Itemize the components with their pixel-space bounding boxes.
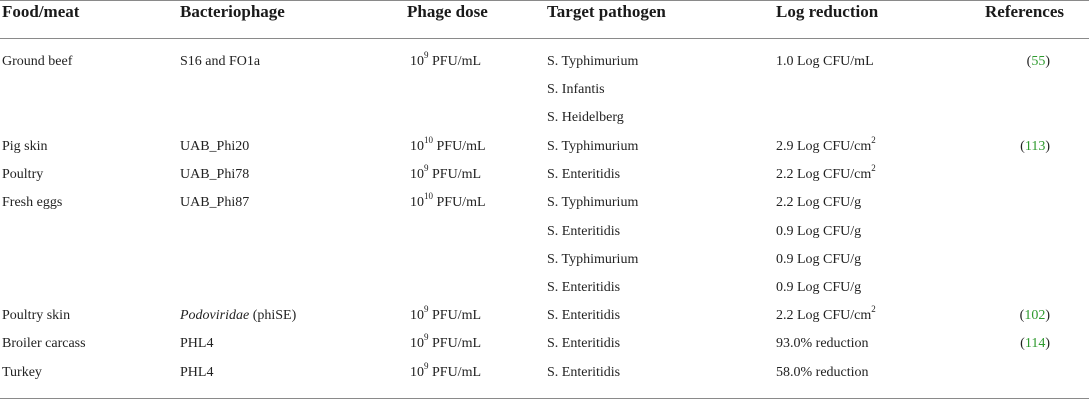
ref-paren-close: ): [1045, 139, 1050, 154]
cell-pathogen: S. Enteritidis: [547, 167, 621, 182]
cell-phage: [180, 166, 249, 184]
cell-log-reduction: [776, 135, 876, 156]
ref-paren-open: (: [1019, 308, 1025, 323]
cell-log-reduction: [776, 53, 874, 71]
dose-base: 10: [410, 54, 424, 69]
cell-log-reduction: [776, 364, 869, 382]
cell-food: Pig skin: [2, 139, 48, 154]
dose-exponent: 9: [424, 304, 429, 315]
phage-name: (phiSE): [249, 308, 297, 323]
cell-dose: [410, 304, 482, 325]
dose-exponent: 9: [424, 163, 429, 174]
header-log: Log reduction: [776, 2, 879, 21]
cell-phage: [180, 364, 213, 382]
dose-unit: PFU/mL: [433, 195, 486, 210]
cell-pathogen: S. Enteritidis: [547, 224, 621, 239]
ref-paren-close: ): [1045, 336, 1050, 351]
cell-log-reduction: [776, 251, 861, 269]
cell-food: Fresh eggs: [2, 195, 63, 210]
cell-dose: [410, 191, 486, 212]
cell-pathogen: S. Heidelberg: [547, 110, 624, 125]
dose-base: 10: [410, 336, 424, 351]
log-unit-exponent: 2: [871, 135, 876, 146]
cell-log-reduction: [776, 335, 869, 353]
cell-pathogen: S. Typhimurium: [547, 54, 639, 69]
cell-log-reduction: [776, 163, 876, 184]
ref-paren-open: (: [1020, 336, 1025, 351]
dose-unit: PFU/mL: [428, 308, 482, 323]
cell-reference: [1027, 53, 1050, 71]
cell-food: Poultry skin: [2, 308, 71, 323]
cell-pathogen: S. Enteritidis: [547, 308, 621, 323]
reference-link[interactable]: 114: [1024, 336, 1046, 351]
header-phage: Bacteriophage: [180, 2, 285, 21]
cell-dose: [410, 361, 482, 382]
dose-exponent: 9: [424, 332, 429, 343]
dose-unit: PFU/mL: [428, 365, 482, 380]
cell-pathogen: S. Typhimurium: [547, 139, 639, 154]
ref-paren-close: ): [1045, 54, 1050, 69]
cell-dose: [410, 50, 482, 71]
cell-dose: [410, 135, 486, 156]
cell-reference: [1020, 138, 1050, 156]
cell-pathogen: S. Enteritidis: [547, 336, 621, 351]
cell-food: Broiler carcass: [2, 336, 86, 351]
cell-pathogen: S. Enteritidis: [547, 280, 621, 295]
dose-base: 10: [410, 308, 424, 323]
cell-phage: [180, 53, 260, 71]
log-value: 0.9 Log CFU/g: [776, 252, 862, 267]
cell-phage: [180, 307, 296, 325]
log-value: 58.0% reduction: [776, 365, 869, 380]
ref-paren-close: ): [1045, 308, 1050, 323]
cell-log-reduction: [776, 304, 876, 325]
dose-base: 10: [410, 365, 424, 380]
cell-reference: [1020, 307, 1050, 325]
log-value: 2.9 Log CFU/cm: [776, 139, 872, 154]
log-value: 0.9 Log CFU/g: [776, 280, 862, 295]
log-value: 0.9 Log CFU/g: [776, 224, 862, 239]
log-unit-exponent: 2: [871, 304, 876, 315]
phage-name: UAB_Phi20: [180, 139, 250, 154]
cell-log-reduction: [776, 279, 861, 297]
dose-base: 10: [410, 195, 424, 210]
ref-paren-open: (: [1026, 54, 1032, 69]
dose-unit: PFU/mL: [428, 336, 482, 351]
cell-dose: [410, 163, 482, 184]
cell-food: Ground beef: [2, 54, 73, 69]
phage-name: UAB_Phi87: [180, 195, 250, 210]
header-food: Food/meat: [2, 2, 80, 21]
cell-pathogen: S. Enteritidis: [547, 365, 621, 380]
reference-link[interactable]: 102: [1024, 308, 1046, 323]
header-dose: Phage dose: [407, 2, 488, 21]
cell-pathogen: S. Typhimurium: [547, 195, 639, 210]
header-refs: References: [985, 2, 1064, 21]
dose-exponent: 10: [424, 191, 433, 202]
cell-food: Poultry: [2, 167, 44, 182]
cell-log-reduction: [776, 223, 861, 241]
cell-phage: [180, 138, 249, 156]
cell-pathogen: S. Typhimurium: [547, 252, 639, 267]
dose-base: 10: [410, 139, 424, 154]
header-rule: [0, 38, 1089, 39]
cell-pathogen: S. Infantis: [547, 82, 605, 97]
dose-unit: PFU/mL: [428, 167, 482, 182]
phage-name: UAB_Phi78: [180, 167, 250, 182]
log-value: 93.0% reduction: [776, 336, 869, 351]
log-unit-exponent: 2: [871, 163, 876, 174]
dose-exponent: 9: [424, 50, 429, 61]
reference-link[interactable]: 55: [1031, 54, 1046, 69]
ref-paren-open: (: [1020, 139, 1025, 154]
log-value: 2.2 Log CFU/g: [776, 195, 862, 210]
dose-base: 10: [410, 167, 424, 182]
bottom-rule: [0, 398, 1089, 399]
cell-log-reduction: [776, 194, 861, 212]
log-value: 2.2 Log CFU/cm: [776, 308, 872, 323]
log-value: 2.2 Log CFU/cm: [776, 167, 872, 182]
cell-reference: [1020, 335, 1050, 353]
reference-link[interactable]: 113: [1024, 139, 1046, 154]
phage-family: Podoviridae: [180, 308, 250, 323]
cell-dose: [410, 332, 482, 353]
phage-name: PHL4: [180, 365, 214, 380]
log-value: 1.0 Log CFU/mL: [776, 54, 874, 69]
top-rule: [0, 0, 1089, 1]
dose-exponent: 9: [424, 361, 429, 372]
dose-unit: PFU/mL: [428, 54, 482, 69]
cell-phage: [180, 194, 249, 212]
phage-name: S16 and FO1a: [180, 54, 261, 69]
cell-food: Turkey: [2, 365, 42, 380]
phage-name: PHL4: [180, 336, 214, 351]
header-pathogen: Target pathogen: [547, 2, 666, 21]
dose-unit: PFU/mL: [433, 139, 486, 154]
cell-phage: [180, 335, 213, 353]
dose-exponent: 10: [424, 135, 433, 146]
